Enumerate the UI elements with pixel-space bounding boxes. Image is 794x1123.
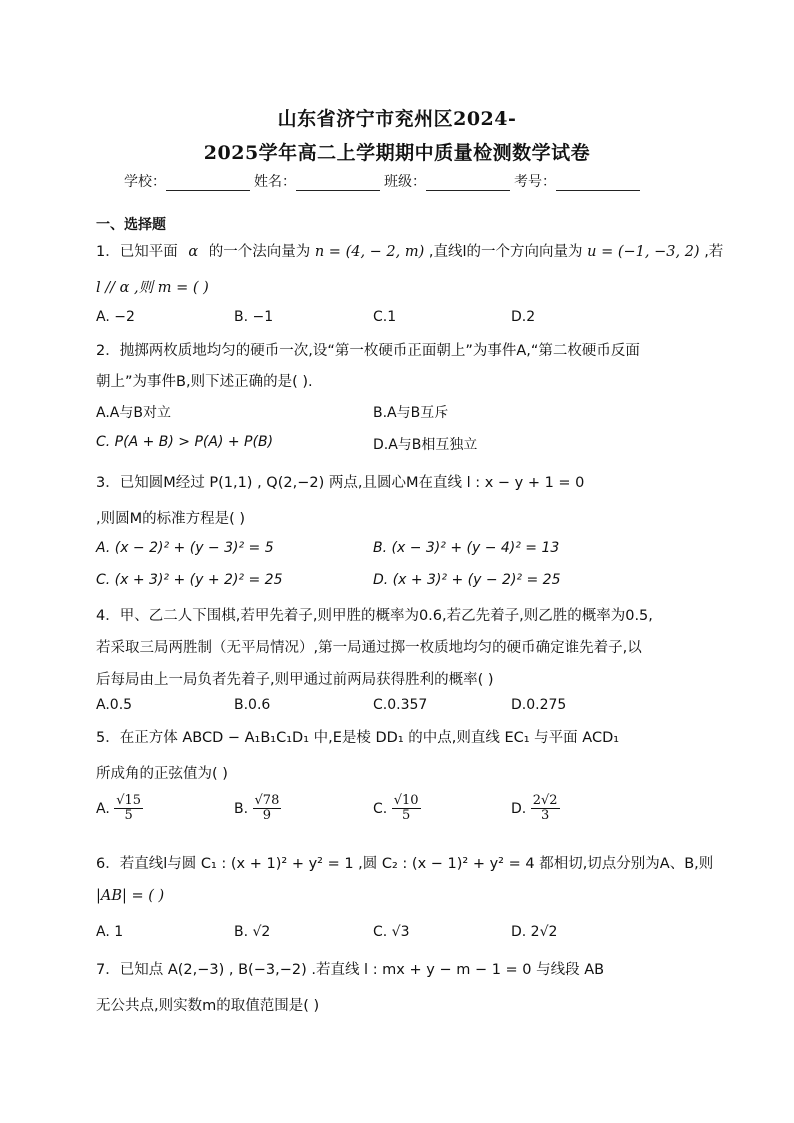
q4-stem-line1: 4．甲、乙二人下围棋,若甲先着子,则甲胜的概率为0.6,若乙先着子,则乙胜的概率为0.5, bbox=[96, 608, 653, 624]
q4-option-c[interactable]: C.0.357 bbox=[373, 697, 428, 713]
q5-option-b-letter: B. bbox=[234, 800, 249, 817]
q5-option-c-numerator: √10 bbox=[393, 793, 419, 808]
q3-stem-line2: ,则圆M的标准方程是( ) bbox=[96, 511, 246, 527]
exam-title-line1: 山东省济宁市兖州区2024- bbox=[277, 108, 517, 130]
q6-option-b[interactable]: B. √2 bbox=[234, 924, 271, 940]
q5-option-d-numerator: 2√2 bbox=[532, 793, 558, 808]
q5-stem-line2: 所成角的正弦值为( ) bbox=[96, 766, 228, 782]
q1-option-d[interactable]: D.2 bbox=[511, 309, 536, 325]
q5-option-c-letter: C. bbox=[373, 800, 388, 817]
q5-option-a-fraction bbox=[114, 794, 143, 824]
q5-option-b-numerator: √78 bbox=[254, 793, 280, 808]
q5-option-c-fraction bbox=[392, 794, 421, 824]
student-info-line bbox=[124, 171, 684, 191]
q1-option-a[interactable]: A. −2 bbox=[96, 309, 135, 325]
q5-option-c-denominator: 5 bbox=[401, 808, 411, 824]
q3-option-a[interactable]: A. (x − 2)² + (y − 3)² = 5 bbox=[96, 540, 274, 556]
q4-stem-line3: 后每局由上一局负者先着子,则甲通过前两局获得胜利的概率( ) bbox=[96, 672, 494, 688]
q5-option-a-denominator: 5 bbox=[124, 808, 133, 824]
q7-stem-line2: 无公共点,则实数m的取值范围是( ) bbox=[96, 998, 320, 1014]
q6-stem-line2: |AB| = ( ) bbox=[96, 888, 165, 904]
q1-stem-line2: l // α ,则 m = ( ) bbox=[96, 280, 209, 296]
q2-stem-line2: 朝上”为事件B,则下述正确的是( ). bbox=[96, 374, 313, 390]
school-label: 学校： bbox=[124, 174, 166, 190]
q1-direction-vector: u = (−1, −3, 2) bbox=[587, 244, 700, 260]
q2-option-b[interactable]: B.A与B互斥 bbox=[373, 405, 449, 421]
q4-option-b[interactable]: B.0.6 bbox=[234, 697, 271, 713]
q1-option-b[interactable]: B. −1 bbox=[234, 309, 274, 325]
q7-stem-line1: 7．已知点 A(2,−3) , B(−3,−2) .若直线 l : mx + y − m − 1 = 0 与线段 AB bbox=[96, 962, 605, 978]
q4-option-a[interactable]: A.0.5 bbox=[96, 697, 133, 713]
q5-option-d-denominator: 3 bbox=[540, 808, 550, 824]
q5-option-a[interactable] bbox=[96, 794, 143, 824]
q5-option-d-letter: D. bbox=[511, 800, 527, 817]
exam-number-blank bbox=[556, 174, 640, 191]
q2-stem-line1: 2．抛掷两枚质地均匀的硬币一次,设“第一枚硬币正面朝上”为事件A,“第二枚硬币反面 bbox=[96, 343, 640, 359]
q6-option-c[interactable]: C. √3 bbox=[373, 924, 410, 940]
q1-text-a: 1．已知平面 bbox=[96, 244, 178, 260]
q5-stem-line1: 5．在正方体 ABCD − A₁B₁C₁D₁ 中,E是棱 DD₁ 的中点,则直线 EC₁ 与平面 ACD₁ bbox=[96, 730, 620, 746]
q6-option-d[interactable]: D. 2√2 bbox=[511, 924, 558, 940]
exam-title-line2: 2025学年高二上学期期中质量检测数学试卷 bbox=[203, 142, 591, 164]
q5-option-c[interactable] bbox=[373, 794, 421, 824]
q5-option-a-letter: A. bbox=[96, 800, 110, 817]
class-field bbox=[384, 171, 514, 191]
q1-text-e: ,直线l的一个方向向量为 bbox=[428, 244, 583, 260]
name-blank bbox=[296, 174, 380, 191]
exam-number-label: 考号： bbox=[514, 174, 556, 190]
q1-plane-symbol: α bbox=[188, 244, 199, 260]
school-field bbox=[124, 171, 254, 191]
q1-option-c[interactable]: C.1 bbox=[373, 309, 397, 325]
q1-text-c: 的一个法向量为 bbox=[208, 244, 311, 260]
q5-option-b-fraction bbox=[253, 794, 282, 824]
name-label: 姓名： bbox=[254, 174, 296, 190]
q5-option-d-fraction bbox=[531, 794, 560, 824]
q5-option-d[interactable] bbox=[511, 794, 560, 824]
section-title: 一、选择题 bbox=[96, 217, 166, 233]
q3-option-d[interactable]: D. (x + 3)² + (y − 2)² = 25 bbox=[373, 572, 561, 588]
name-field bbox=[254, 171, 384, 191]
q1-stem-line1 bbox=[96, 240, 723, 261]
school-blank bbox=[166, 174, 250, 191]
q6-stem-line1: 6．若直线l与圆 C₁ : (x + 1)² + y² = 1 ,圆 C₂ : (x − 1)² + y² = 4 都相切,切点分别为A、B,则 bbox=[96, 856, 714, 872]
q5-option-b[interactable] bbox=[234, 794, 281, 824]
q6-option-a[interactable]: A. 1 bbox=[96, 924, 124, 940]
class-label: 班级： bbox=[384, 174, 426, 190]
q4-stem-line2: 若采取三局两胜制（无平局情况）,第一局通过掷一枚质地均匀的硬币确定谁先着子,以 bbox=[96, 640, 642, 656]
q2-option-a[interactable]: A.A与B对立 bbox=[96, 405, 171, 421]
q1-normal-vector: n = (4, − 2, m) bbox=[314, 244, 425, 260]
q4-option-d[interactable]: D.0.275 bbox=[511, 697, 567, 713]
q3-option-b[interactable]: B. (x − 3)² + (y − 4)² = 13 bbox=[373, 540, 560, 556]
q2-option-c[interactable]: C. P(A + B) > P(A) + P(B) bbox=[96, 434, 274, 450]
q1-text-g: ,若 bbox=[704, 244, 724, 260]
q5-option-a-numerator: √15 bbox=[116, 793, 142, 808]
q3-option-c[interactable]: C. (x + 3)² + (y + 2)² = 25 bbox=[96, 572, 283, 588]
q3-stem-line1: 3．已知圆M经过 P(1,1) , Q(2,−2) 两点,且圆心M在直线 l : x − y + 1 = 0 bbox=[96, 475, 585, 491]
q2-option-d[interactable]: D.A与B相互独立 bbox=[373, 437, 478, 453]
q5-option-b-denominator: 9 bbox=[262, 808, 272, 824]
exam-number-field bbox=[514, 171, 644, 191]
class-blank bbox=[426, 174, 510, 191]
